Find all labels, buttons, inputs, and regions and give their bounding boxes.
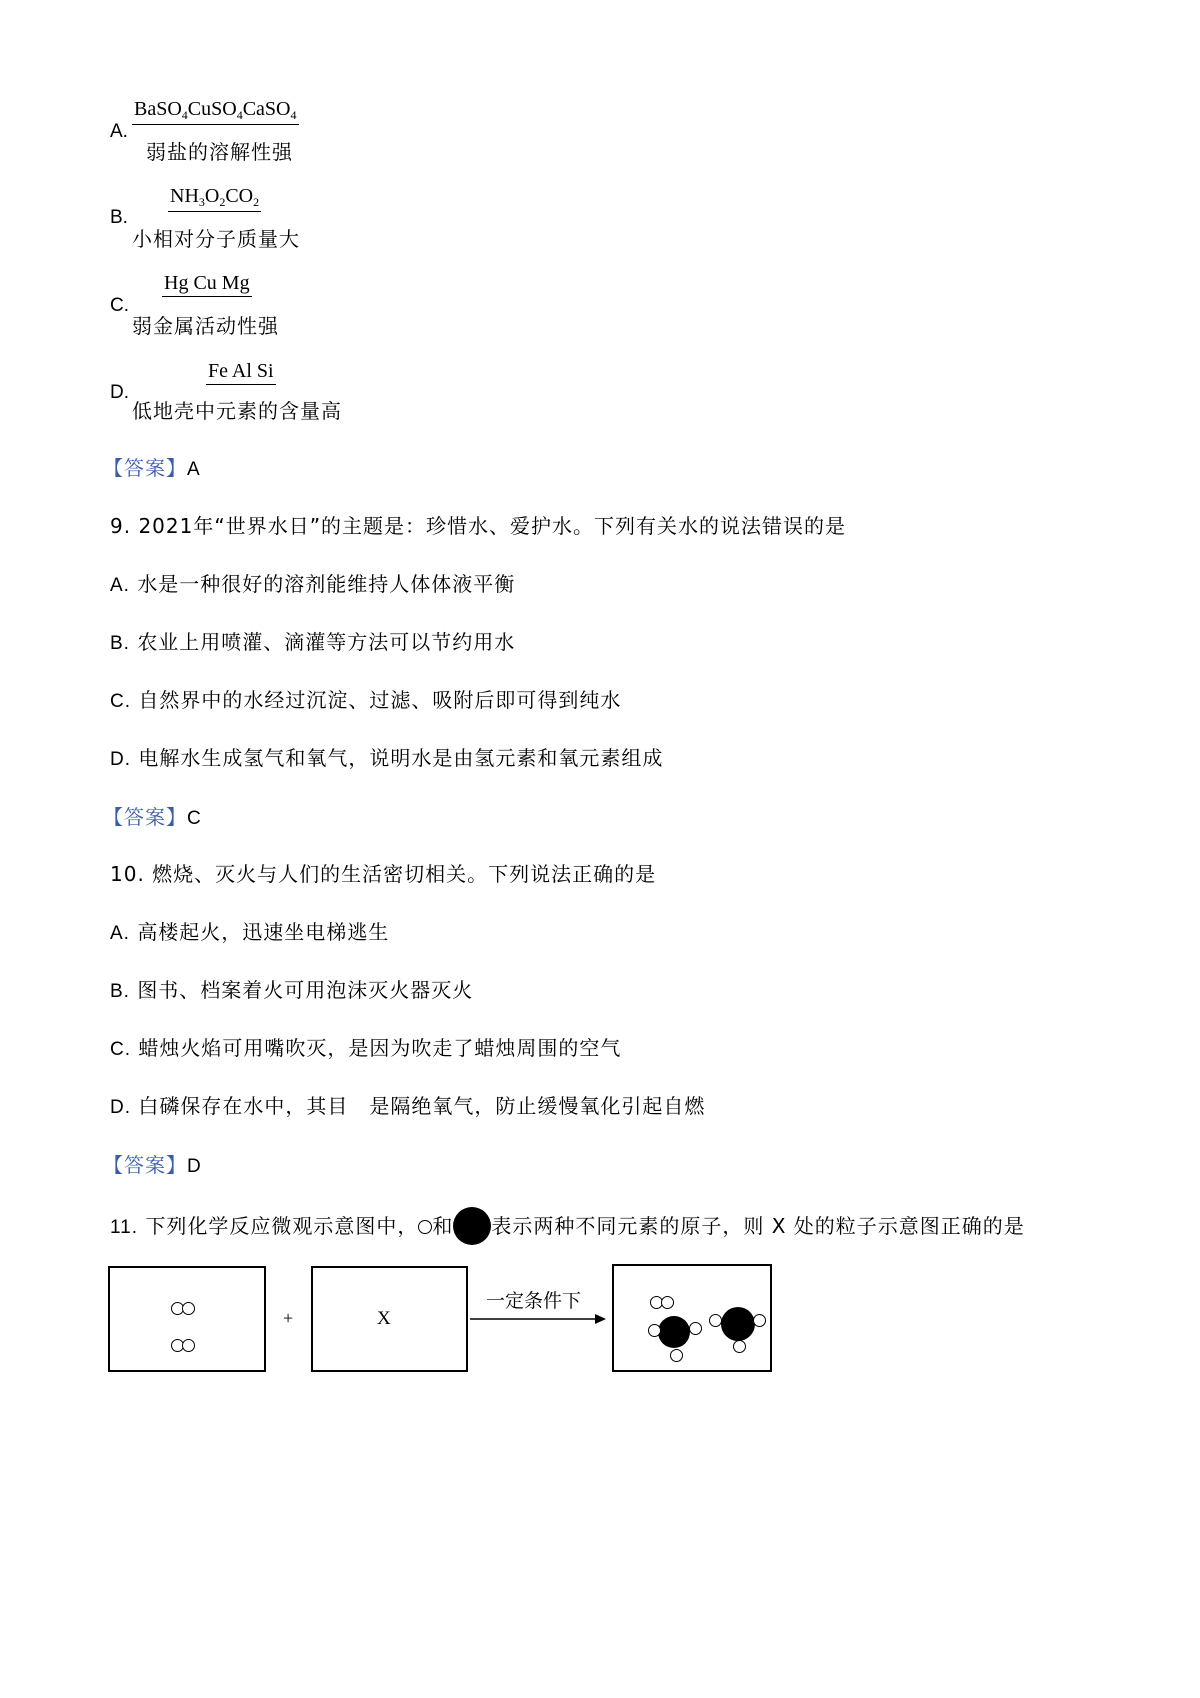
option-text: 农业上用喷灌、滴灌等方法可以节约用水 xyxy=(137,630,516,654)
white-atom-icon xyxy=(418,1220,432,1234)
black-atom-icon xyxy=(453,1207,491,1245)
q9-stem: 9. 2021年“世界水日”的主题是：珍惜水、爱护水。下列有关水的说法错误的是 xyxy=(110,514,847,538)
answer-value: C xyxy=(187,808,202,829)
option-text: 蜡烛火焰可用嘴吹灭，是因为吹走了蜡烛周围的空气 xyxy=(138,1036,622,1060)
reaction-condition: 一定条件下 xyxy=(486,1290,582,1312)
q8-option-d-caption: 低地壳中元素的含量高 xyxy=(132,399,342,423)
q8-option-a-caption: 弱盐的溶解性强 xyxy=(146,140,293,164)
option-label: B. xyxy=(110,633,130,654)
q8-option-d-formula: Fe Al Si xyxy=(206,360,276,385)
option-text: 高楼起火，迅速坐电梯逃生 xyxy=(137,920,390,944)
question-number: 11. xyxy=(110,1217,139,1238)
reactant-box-x xyxy=(311,1266,468,1372)
x-label: X xyxy=(377,1308,391,1329)
option-text: 图书、档案着火可用泡沫灭火器灭火 xyxy=(137,978,474,1002)
q9-option-d xyxy=(110,742,663,771)
answer-tag: 【答案】 xyxy=(103,805,187,829)
q10-answer xyxy=(103,1149,202,1178)
q10-option-b xyxy=(110,974,473,1003)
q8-option-c-caption: 弱金属活动性强 xyxy=(132,314,279,338)
q10-option-d xyxy=(110,1090,705,1119)
q8-option-b-caption: 小相对分子质量大 xyxy=(132,227,300,251)
q8-option-d-label: D. xyxy=(110,382,129,403)
white-atom-icon xyxy=(661,1296,674,1309)
white-atom-icon xyxy=(753,1314,766,1327)
answer-tag: 【答案】 xyxy=(103,1153,187,1177)
option-label: D. xyxy=(110,1097,131,1118)
white-atom-icon xyxy=(709,1314,722,1327)
stem-text: 下列化学反应微观示意图中， xyxy=(145,1214,419,1238)
option-label: D. xyxy=(110,749,131,770)
white-atom-icon xyxy=(689,1322,702,1335)
white-atom-icon xyxy=(182,1339,195,1352)
q9-option-a xyxy=(110,568,515,597)
option-label: A. xyxy=(110,923,130,944)
option-text: 水是一种很好的溶剂能维持人体体液平衡 xyxy=(137,572,516,596)
answer-tag: 【答案】 xyxy=(103,456,187,480)
product-box xyxy=(612,1264,772,1372)
stem-text: 和 xyxy=(432,1214,454,1238)
q8-answer xyxy=(103,452,201,481)
q10-stem: 10. 燃烧、灭火与人们的生活密切相关。下列说法正确的是 xyxy=(110,862,657,886)
q10-option-a xyxy=(110,916,389,945)
black-atom-icon xyxy=(721,1307,755,1341)
option-text: 白磷保存在水中，其目 是隔绝氧气，防止缓慢氧化引起自燃 xyxy=(138,1094,706,1118)
white-atom-icon xyxy=(733,1340,746,1353)
q9-answer xyxy=(103,801,202,830)
reactant-box-1 xyxy=(108,1266,266,1372)
plus-sign: + xyxy=(283,1308,294,1328)
answer-value: D xyxy=(187,1156,202,1177)
reaction-arrow xyxy=(470,1309,610,1329)
q8-option-b-formula: $NH_3O_2CO_2$ xyxy=(168,185,261,212)
black-atom-icon xyxy=(658,1316,690,1348)
white-atom-icon xyxy=(648,1324,661,1337)
q9-option-c xyxy=(110,684,621,713)
option-label: C. xyxy=(110,691,131,712)
q9-option-b xyxy=(110,626,515,655)
option-label: C. xyxy=(110,1039,131,1060)
q8-option-a-label: A. xyxy=(110,121,128,142)
q11-stem xyxy=(110,1207,1025,1239)
q8-option-c-formula: Hg Cu Mg xyxy=(162,272,252,297)
option-label: A. xyxy=(110,575,130,596)
option-text: 电解水生成氢气和氧气，说明水是由氢元素和氧元素组成 xyxy=(138,746,664,770)
answer-value: A xyxy=(187,459,201,480)
option-text: 自然界中的水经过沉淀、过滤、吸附后即可得到纯水 xyxy=(138,688,622,712)
q10-option-c xyxy=(110,1032,621,1061)
q8-option-c-label: C. xyxy=(110,295,129,316)
q8-option-a-formula: BaSO$_4$CuSO$_4$CaSO$_4$ xyxy=(132,98,299,125)
option-label: B. xyxy=(110,981,130,1002)
white-atom-icon xyxy=(182,1302,195,1315)
q8-option-b-label: B. xyxy=(110,207,128,228)
white-atom-icon xyxy=(670,1349,683,1362)
stem-text: 表示两种不同元素的原子，则 X 处的粒子示意图正确的是 xyxy=(491,1214,1025,1238)
